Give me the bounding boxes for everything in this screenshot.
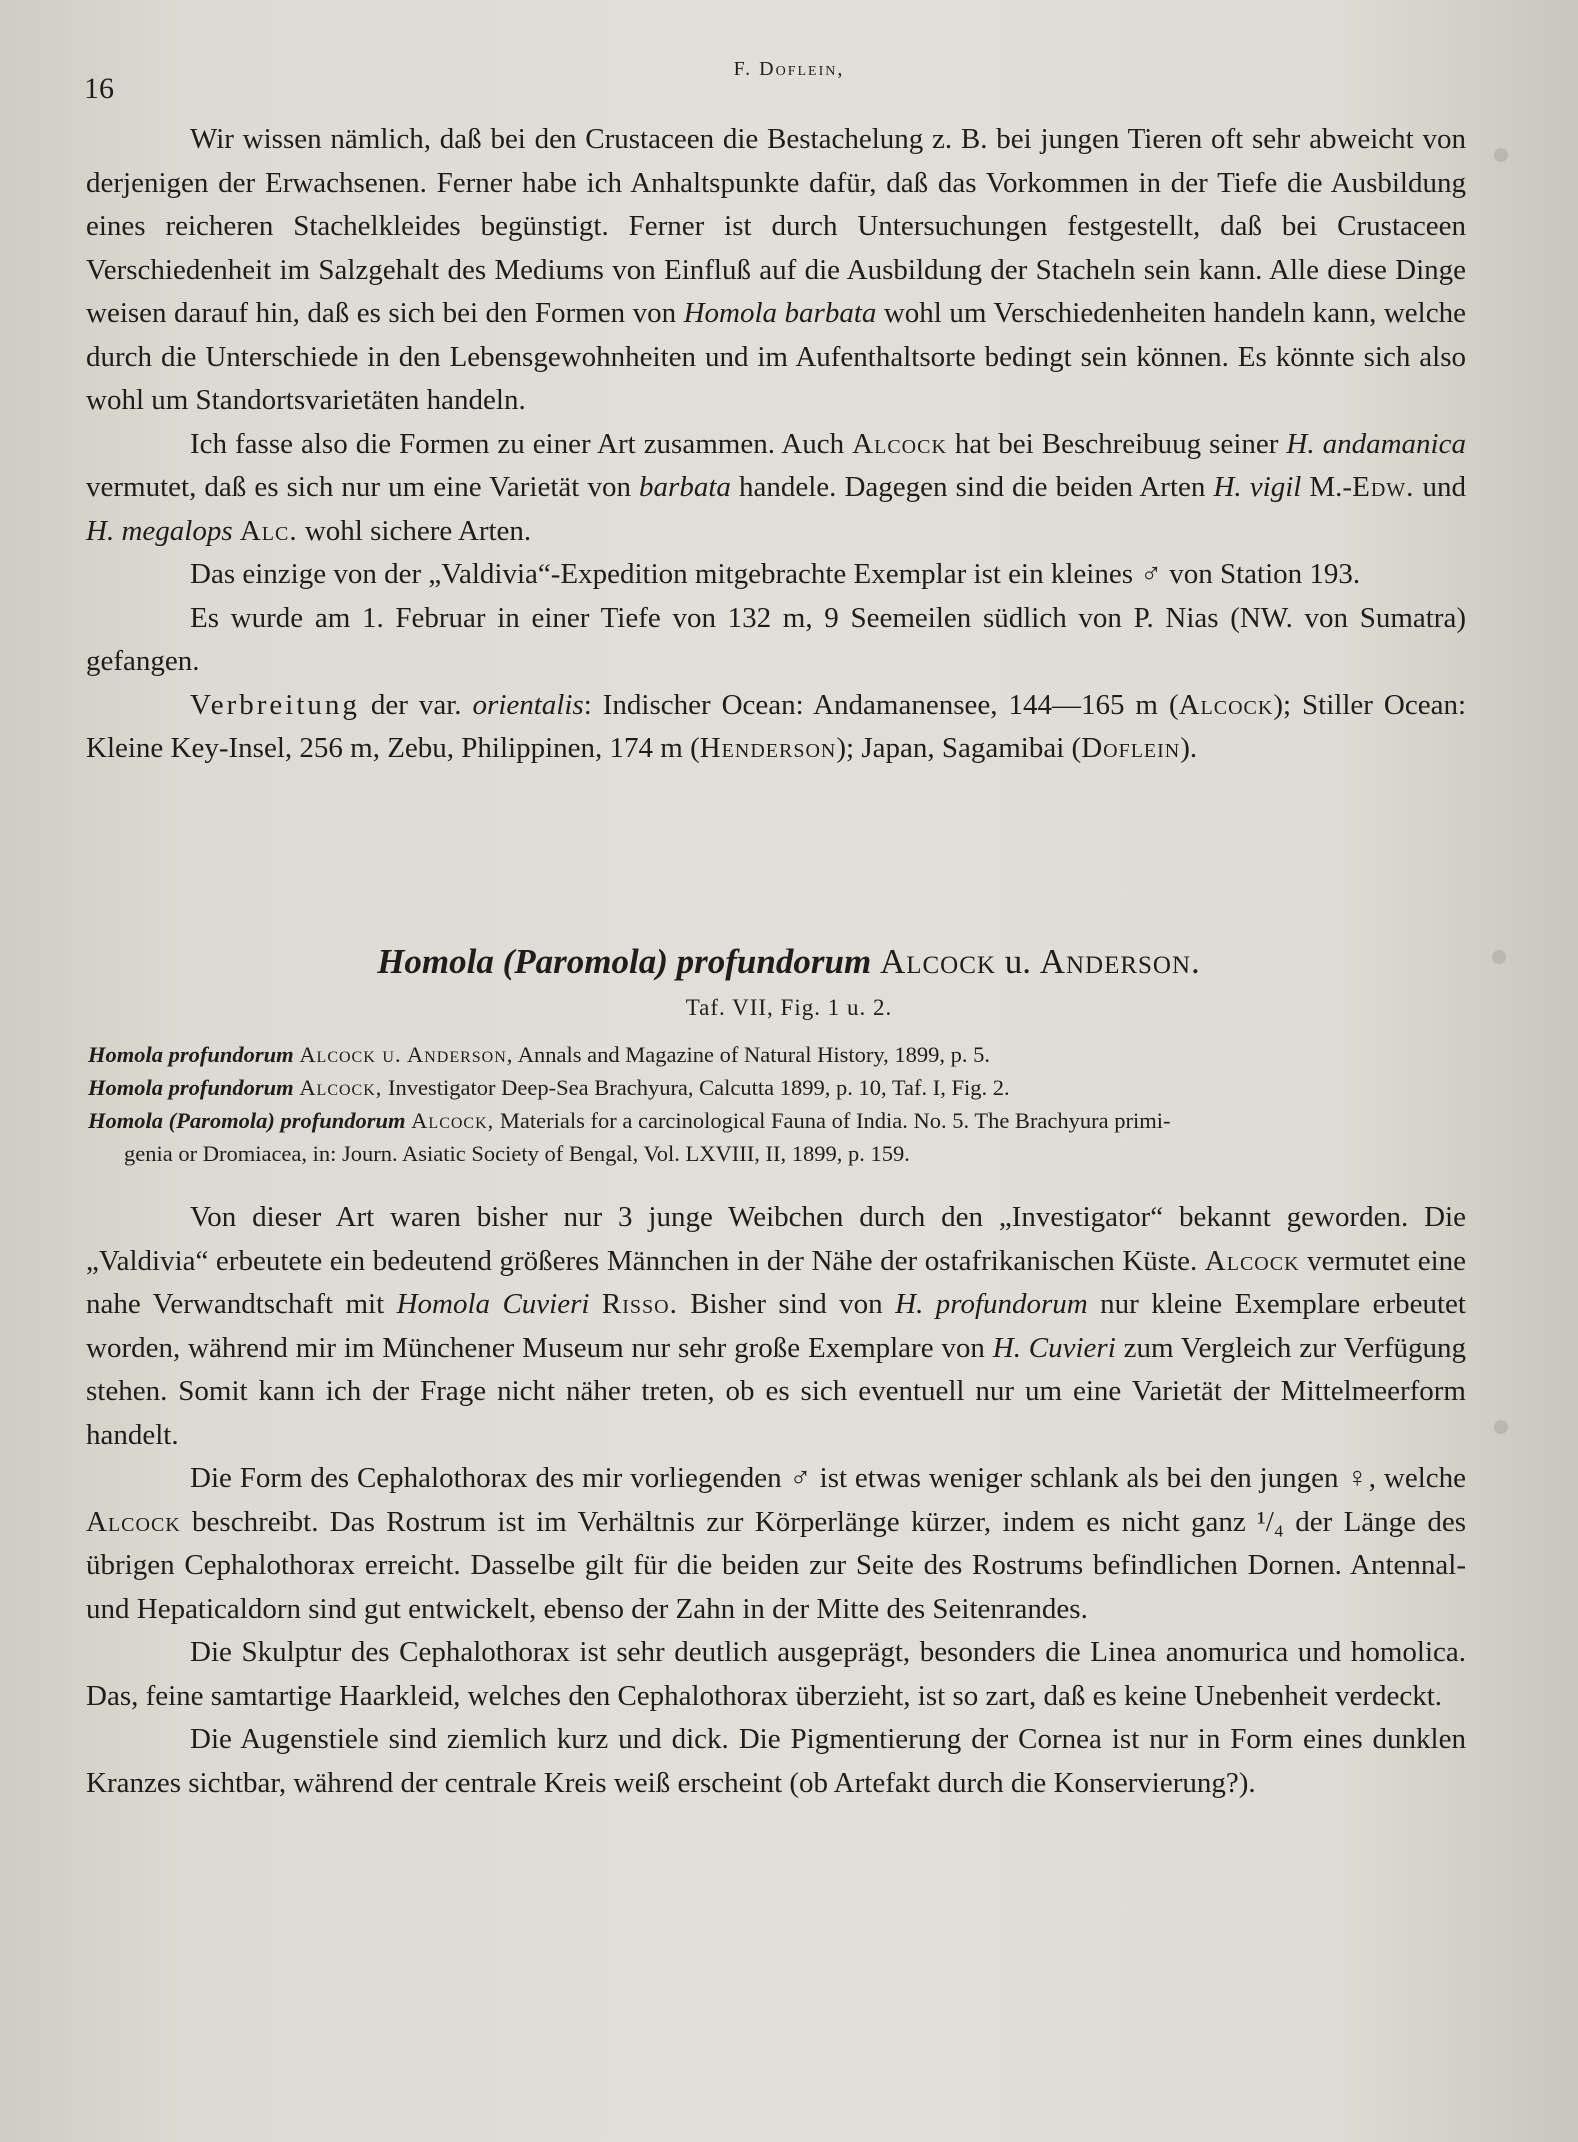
page-blemish [1492, 950, 1506, 964]
paragraph-6: Von dieser Art waren bisher nur 3 junge Weibchen durch den „Investigator“ bekannt geworden. Die „Valdivia“ erbeutete ein bedeutend größeres Männchen in der Nähe der ostafrikanischen Küste. Alcock vermutet eine nahe Verwandtschaft mit Homola Cuvieri Risso. Bisher sind von H. profundorum nur kleine Exemplare erbeutet worden, während mir im Münchener Museum nur sehr große Exemplare von H. Cuvieri zum Vergleich zur Verfügung stehen. Somit kann ich der Frage nicht näher treten, ob es sich eventuell nur um eine Varietät der Mittelmeerform handelt. [86, 1201, 1467, 1451]
paragraph-3: Das einzige von der „Valdivia“-Expedition mitgebrachte Exemplar ist ein kleines ♂ von Station 193. [190, 558, 1361, 590]
text-block-lower [86, 1196, 1466, 1805]
reference-item: Homola profundorum Alcock u. Anderson, Annals and Magazine of Natural History, 1899, p. 5. [88, 1042, 990, 1067]
page-blemish [1494, 148, 1508, 162]
paragraph-4: Es wurde am 1. Februar in einer Tiefe von 132 m, 9 Seemeilen südlich von P. Nias (NW. von Sumatra) gefangen. [86, 601, 1466, 677]
running-head: F. Doflein, [733, 58, 845, 80]
paragraph-9: Die Augenstiele sind ziemlich kurz und dick. Die Pigmentierung der Cornea ist nur in Form eines dunklen Kranzes sichtbar, während der centrale Kreis weiß erscheint (ob Artefakt durch die Konservierung?). [86, 1723, 1466, 1799]
section-title: Homola (Paromola) profundorum Alcock u. Anderson. [377, 942, 1201, 981]
paragraph-1: Wir wissen nämlich, daß bei den Crustaceen die Bestachelung z. B. bei jungen Tieren oft sehr abweicht von derjenigen der Erwachsenen. Ferner habe ich Anhaltspunkte dafür, daß das Vorkommen in der Tiefe die Ausbildung eines reicheren Stachelkleides begünstigt. Ferner ist durch Untersuchungen festgestellt, daß bei Crustaceen Verschiedenheit im Salzgehalt des Mediums von Einfluß auf die Ausbildung der Stacheln sein kann. Alle diese Dinge weisen darauf hin, daß es sich bei den Formen von Homola barbata wohl um Verschiedenheiten handeln kann, welche durch die Unterschiede in den Lebensgewohnheiten und im Aufenthaltsorte bedingt sein können. Es könnte sich also wohl um Standortsvarietäten handeln. [86, 123, 1466, 416]
paragraph-7: Die Form des Cephalothorax des mir vorliegenden ♂ ist etwas weniger schlank als bei den jungen ♀, welche Alcock beschreibt. Das Rostrum ist im Verhältnis zur Körperlänge kürzer, indem es nicht ganz ¹/₄ der Länge des übrigen Cephalothorax erreicht. Dasselbe gilt für die beiden zur Seite des Rostrums befindlichen Dornen. Antennal- und Hepaticaldorn sind gut entwickelt, ebenso der Zahn in der Mitte des Seitenrandes. [86, 1462, 1466, 1625]
reference-item: Homola profundorum Alcock, Investigator Deep-Sea Brachyura, Calcutta 1899, p. 10, Taf. I, Fig. 2. [88, 1075, 1010, 1100]
paragraph-5: Verbreitung der var. orientalis: Indischer Ocean: Andamanensee, 144—165 m (Alcock); Stiller Ocean: Kleine Key-Insel, 256 m, Zebu, Philippinen, 174 m (Henderson); Japan, Sagamibai (Doflein). [86, 688, 1466, 764]
paragraph-8: Die Skulptur des Cephalothorax ist sehr deutlich ausgeprägt, besonders die Linea anomurica und homolica. Das, feine samtartige Haarkleid, welches den Cephalothorax überzieht, ist so zart, daß es keine Unebenheit verdeckt. [86, 1636, 1466, 1712]
page-blemish [1494, 1420, 1508, 1434]
paragraph-2: Ich fasse also die Formen zu einer Art zusammen. Auch Alcock hat bei Beschreibuug seiner H. andamanica vermutet, daß es sich nur um eine Varietät von barbata handele. Dagegen sind die beiden Arten H. vigil M.-Edw. und H. megalops Alc. wohl sichere Arten. [86, 427, 1466, 547]
reference-item: Homola (Paromola) profundorum Alcock, Materials for a carcinological Fauna of India. No. 5. The Brachyura primi- genia or Dromiacea, in: Journ. Asiatic Society of Bengal, Vol. LXVIII, II, 1899, p. 159. [88, 1108, 1171, 1166]
text-block-upper [86, 118, 1466, 771]
page-number: 16 [84, 72, 114, 105]
section-subtitle: Taf. VII, Fig. 1 u. 2. [685, 995, 893, 1020]
reference-list [88, 1038, 1478, 1170]
